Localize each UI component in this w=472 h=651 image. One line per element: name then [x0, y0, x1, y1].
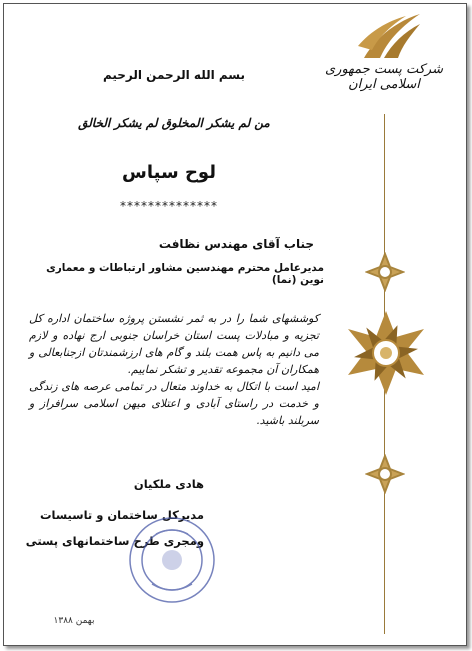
- signer-title-line: ومجری طرح ساختمانهای پستی: [25, 534, 204, 548]
- date-label: بهمن ۱۳۸۸: [53, 616, 95, 626]
- small-ornament-bottom-icon: [365, 454, 405, 494]
- body-paragraph: امید است با اتکال به خداوند متعال در تمامی عرصه های زندگی و خدمت در راستای آبادی و اعتلای میهن اسلامی سرافراز و سربلند باشید.: [29, 380, 319, 427]
- certificate-body: [29, 310, 319, 429]
- star-rosette-ornament-icon: [342, 309, 430, 397]
- recipient-position: مدیرعامل محترم مهندسین مشاور ارتباطات و معماری نوین (نما): [46, 262, 324, 286]
- small-ornament-top-icon: [365, 252, 405, 292]
- star-divider: **************: [120, 199, 218, 213]
- official-stamp-icon: [126, 514, 218, 606]
- hadith-quote: من لم یشکر المخلوق لم یشکر الخالق: [78, 116, 270, 130]
- company-name: شرکت پست جمهوری اسلامی ایران: [325, 62, 443, 92]
- body-paragraph: کوششهای شما را در به ثمر نشستن پروژه ساختمان اداره کل تجزیه و مبادلات پست استان خراسان جنوبی ارج نهاده و لازم می دانیم به پاس همت بلند و گام های ارزشمندتان ازجنابعالی و همکاران آن مجموعه تقدیر و تشکر نماییم.: [29, 312, 319, 376]
- signer-name: هادی ملکیان: [133, 477, 204, 491]
- bismillah-heading: بسم الله الرحمن الرحیم: [102, 68, 246, 82]
- certificate-title: لوح سپاس: [122, 162, 216, 183]
- post-wings-logo-icon: [354, 10, 424, 62]
- recipient-name: جناب آقای مهندس نظافت: [158, 237, 314, 251]
- signer-title-line: مدیرکل ساختمان و تاسیسات: [39, 508, 204, 522]
- certificate-page: [3, 3, 467, 646]
